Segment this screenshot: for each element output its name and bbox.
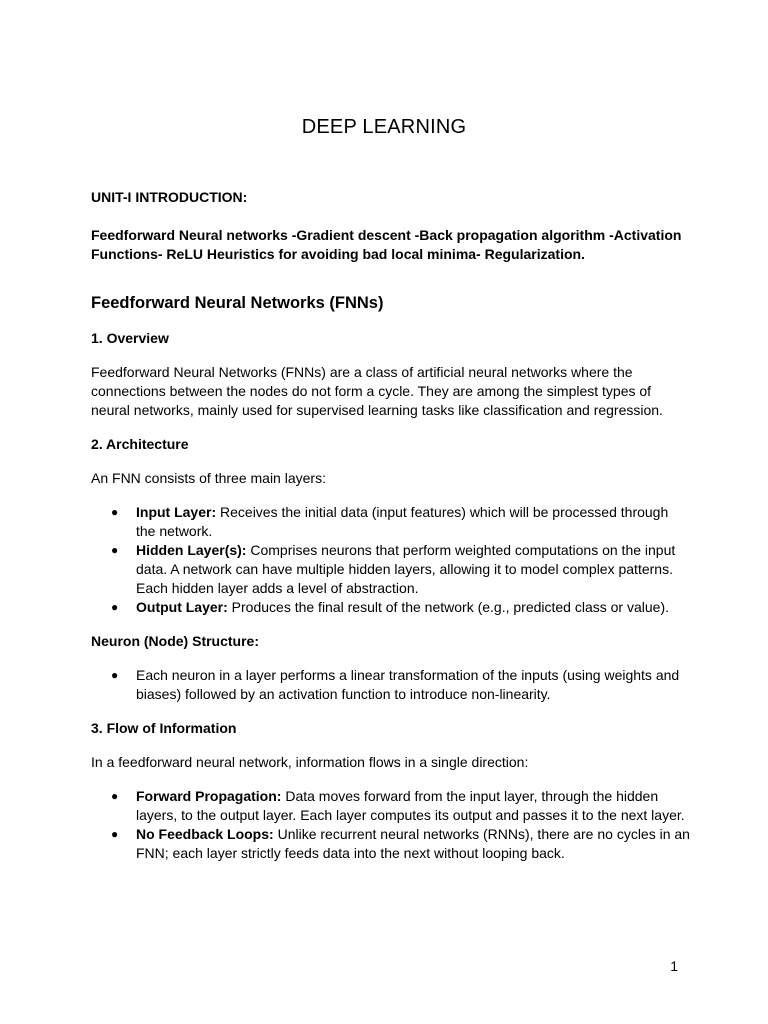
list-item-desc: Comprises neurons that perform weighted computations on the input data. A network can have multiple hidden layers, allowing it to model complex patterns. Each hidden layer adds a level of abstraction. [136,542,676,596]
list-item-term: Forward Propagation: [136,788,282,804]
bullet-icon: ● [111,827,119,841]
document-title: DEEP LEARNING [301,116,467,138]
unit-heading: UNIT-I INTRODUCTION: [91,189,248,205]
list-item-term: Hidden Layer(s): [136,542,247,558]
list-item-term: No Feedback Loops: [136,826,274,842]
list-item [91,598,691,617]
list-item [91,825,691,863]
list-item-desc: Each neuron in a layer performs a linear transformation of the inputs (using weights and biases) followed by an activation function to introduce non-linearity. [136,667,680,702]
list-item [91,503,691,541]
list-item-desc: Unlike recurrent neural networks (RNNs), there are no cycles in an FNN; each layer strictly feeds data into the next without looping back. [136,826,690,861]
overview-text: Feedforward Neural Networks (FNNs) are a class of artificial neural networks where the connections between the nodes do not form a cycle. They are among the simplest types of neural networks, mainly used for supervised learning tasks like classification and regression. [91,364,663,418]
architecture-intro: An FNN consists of three main layers: [91,470,326,486]
bullet-icon: ● [111,789,119,803]
list-item [91,541,691,598]
list-item-term: Output Layer: [136,599,228,615]
flow-heading: 3. Flow of Information [91,720,237,736]
overview-heading: 1. Overview [91,330,169,346]
list-item-desc: Receives the initial data (input features) which will be processed through the network. [136,504,669,539]
architecture-heading: 2. Architecture [91,436,189,452]
unit-topics: Feedforward Neural networks -Gradient descent -Back propagation algorithm -Activation Functions- ReLU Heuristics for avoiding bad local minima- Regularization. [91,227,682,262]
list-item-desc: Produces the final result of the network (e.g., predicted class or value). [227,599,669,615]
bullet-icon: ● [111,543,119,557]
neuron-structure-list [91,666,691,704]
list-item-desc: Data moves forward from the input layer, through the hidden layers, to the output layer. Each layer computes its output and passes it to the next layer. [136,788,685,823]
architecture-list [91,503,691,617]
bullet-icon: ● [111,668,119,682]
flow-list [91,787,691,863]
document-body [91,188,691,863]
list-item [91,666,691,704]
neuron-structure-heading: Neuron (Node) Structure: [91,633,259,649]
section-title: Feedforward Neural Networks (FNNs) [91,294,384,312]
bullet-icon: ● [111,600,119,614]
page-number: 1 [670,958,678,974]
list-item [91,787,691,825]
bullet-icon: ● [111,505,119,519]
list-item-term: Input Layer: [136,504,217,520]
flow-intro: In a feedforward neural network, information flows in a single direction: [91,754,529,770]
